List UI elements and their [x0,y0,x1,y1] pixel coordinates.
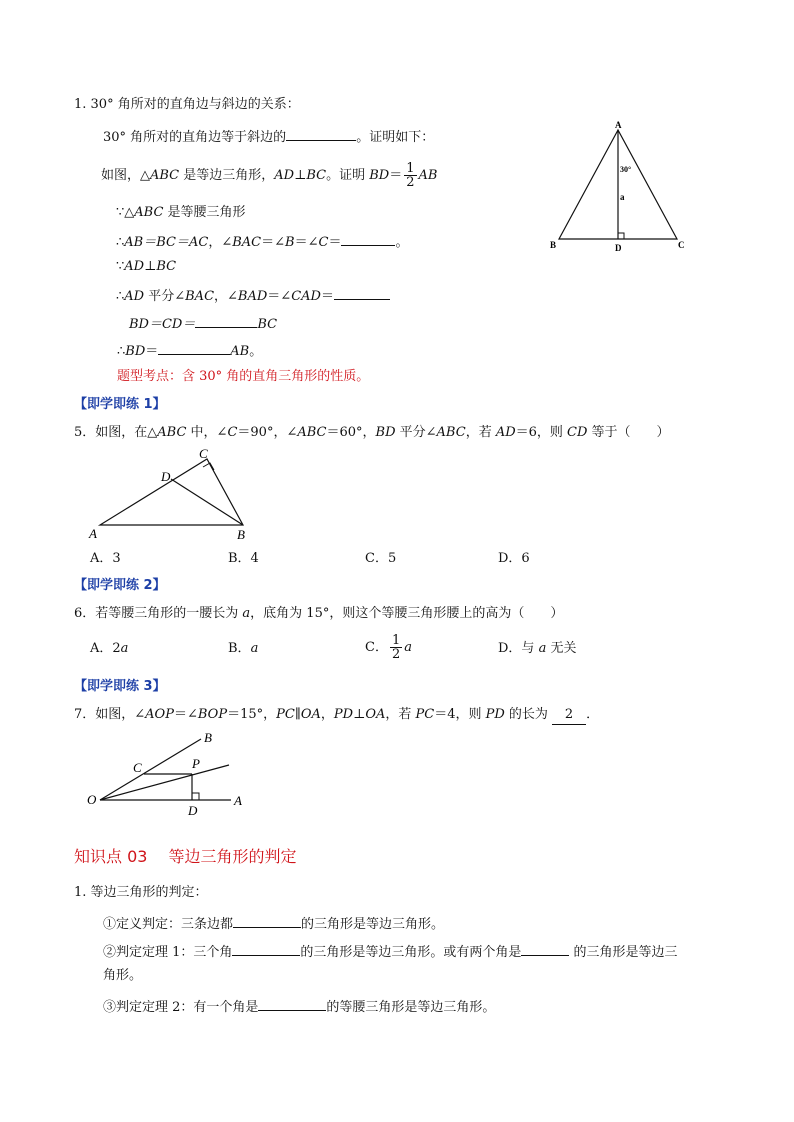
blank-one-angle[interactable] [258,996,326,1011]
practice1-tag: 【即学即练 1】 [74,397,166,412]
numerator: 1 [391,633,401,648]
text: 。证明 [326,168,370,183]
blank-half-angle[interactable] [334,285,390,300]
answer-pd: 2 [552,706,586,725]
text: 。 [395,235,409,250]
text: ∴ [117,344,126,359]
label-a: A [89,526,97,541]
text: ⊥ [353,707,366,722]
math-var: AD [495,425,516,440]
math-var: C [318,235,329,250]
practice2-question [74,605,563,623]
text: ∵△ [116,205,135,220]
math-var: BD＝CD＝ [129,317,196,332]
text: ，若 [385,707,416,722]
text: 的等腰三角形是等边三角形。 [326,1000,496,1015]
text: 。 [249,344,263,359]
section1-title: 1. 30° 角所对的直角边与斜边的关系： [74,97,300,112]
math-var: BOP [197,707,228,722]
label-a: A [234,793,242,808]
knowledge3-heading: 知识点 03 等边三角形的判定 [74,847,297,866]
blank-ratio[interactable] [286,126,356,141]
math-var: ABC [134,205,164,220]
text: ＝15°， [227,707,277,722]
math-var: ABC [436,425,466,440]
math-var: CAD [291,289,321,304]
text: ＝∠ [294,235,319,250]
practice1-option-c[interactable]: C．5 [365,551,397,566]
denominator: 2 [406,175,415,190]
right-angle-mark [192,793,199,800]
blank-bd-ratio[interactable] [195,313,257,328]
text: 7．如图，∠ [74,707,146,722]
proof-setup [101,162,437,189]
label-c: C [199,446,208,461]
rule-theorem-1 [103,941,678,962]
math-var: a [404,640,412,655]
math-var: BAC [185,289,215,304]
blank-angles[interactable] [232,941,300,956]
text: ＝∠ [267,289,292,304]
ray-op [100,765,229,800]
text: D．与 [498,641,539,656]
fraction-half [404,162,416,189]
text: ①定义判定：三条边都 [103,917,234,932]
practice3-question [74,706,599,725]
text: 是等边三角形， [179,168,275,183]
text: ＝ [145,344,159,359]
math-var: ABC [150,168,180,183]
math-var: AD [124,289,145,304]
text: ②判定定理 1：三个角 [103,945,233,960]
text: ＝60°， [326,425,376,440]
practice1-question [74,424,670,442]
text: ． [586,707,600,722]
label-c: C [678,240,685,250]
blank-two-angles[interactable] [521,941,569,956]
text: 的三角形是等边三 [569,945,678,960]
blank-angle[interactable] [341,231,395,246]
label-o: O [87,792,97,807]
label-d: D [615,243,622,253]
text: ＝ [320,289,334,304]
practice1-option-b[interactable]: B．4 [228,551,259,566]
denominator: 2 [391,647,401,662]
text: 无关 [546,641,577,656]
proof-intro-tail: 。证明如下： [356,130,435,145]
rule-theorem-1-cont: 角形。 [103,968,143,983]
proof-step-6 [117,340,262,361]
text: 的三角形是等边三角形。或有两个角是 [300,945,522,960]
triangle-abc [100,459,243,525]
proof-step-3 [116,258,176,276]
text: ∥ [294,707,301,722]
math-var: PC [276,707,295,722]
math-var: a [120,641,129,656]
practice3-tag: 【即学即练 3】 [74,679,166,694]
text: ⊥ [294,168,307,183]
practice1-figure [86,444,262,544]
text: ＝ [328,235,342,250]
text: A．2 [90,641,121,656]
label-c: C [133,760,142,775]
math-var: BC [306,168,327,183]
text: ，若 [465,425,496,440]
math-var: AB [230,344,250,359]
topic-note: 题型考点：含 30° 角的直角三角形的性质。 [117,369,370,384]
proof-intro-text: 30° 角所对的直角边等于斜边的 [103,130,287,145]
text: 等于（ ） [587,425,670,440]
label-side-a: a [620,192,625,202]
text: ＝∠ [173,707,198,722]
label-a: A [615,120,622,130]
math-var: BD [375,425,396,440]
math-var: AB＝BC＝AC [124,235,209,250]
proof-step-2 [116,231,408,252]
blank-sides[interactable] [233,913,301,928]
segment-bd [171,479,243,525]
math-var: AD [124,259,145,274]
math-var: PD [485,707,505,722]
math-var: BD [125,344,146,359]
practice2-option-c[interactable] [365,633,412,663]
proof-step-5 [129,313,277,334]
text: ∴ [116,289,125,304]
math-var: BD [369,168,390,183]
math-var: BAD [237,289,268,304]
math-var: AB [418,168,438,183]
math-var: OA [300,707,321,722]
text: ，∠ [214,289,238,304]
equilateral-triangle-figure [545,118,695,256]
text: 是等腰三角形 [163,205,246,220]
text: 如图，△ [101,168,150,183]
math-var: C [227,425,238,440]
math-var: BC [257,317,278,332]
text: ，∠ [208,235,233,250]
text: ∵ [116,259,125,274]
text: ＝∠ [261,235,286,250]
text: 平分∠ [395,425,437,440]
text: ∴ [116,235,125,250]
text: ＝ [389,168,403,183]
text: 的长为 [504,707,548,722]
math-var: a [250,641,259,656]
math-var: ABC [157,425,187,440]
math-var: BAC [232,235,262,250]
label-b: B [204,730,212,745]
math-var: a [242,606,251,621]
rule-definition [103,913,444,934]
text: ＝90°，∠ [237,425,298,440]
proof-step-4 [116,285,390,306]
practice2-option-d[interactable] [498,640,576,658]
label-30deg: 30° [620,165,632,174]
right-angle-mark [618,233,624,239]
proof-intro [103,126,434,147]
text: 的三角形是等边三角形。 [301,917,445,932]
math-var: PC [415,707,435,722]
fraction-half [390,634,402,661]
text: 5．如图，在△ [74,425,158,440]
label-d: D [188,803,198,818]
math-var: AD [274,168,295,183]
text: 平分∠ [144,289,186,304]
label-b: B [550,240,557,250]
rule-theorem-2 [103,996,495,1017]
text: ，底角为 15°，则这个等腰三角形腰上的高为（ ） [250,606,564,621]
math-var: a [538,641,547,656]
text: C． [365,640,388,655]
math-var: CD [567,425,588,440]
practice2-option-a[interactable] [90,640,128,658]
ray-ob [100,739,201,800]
practice1-option-a[interactable]: A．3 [90,551,121,566]
proof-step-1 [116,204,246,222]
text: ＝4，则 [434,707,486,722]
practice3-figure [84,726,254,818]
math-var: B [285,235,295,250]
text: 6．若等腰三角形的一腰长为 [74,606,243,621]
practice1-option-d[interactable]: D．6 [498,551,530,566]
math-var: OA [365,707,386,722]
knowledge3-title: 1. 等边三角形的判定： [74,885,208,900]
math-var: ABC [297,425,327,440]
text: ③判定定理 2：有一个角是 [103,1000,259,1015]
math-var: AOP [145,707,174,722]
label-p: P [192,756,200,771]
math-var: PD [333,707,354,722]
label-b: B [237,527,245,542]
practice2-option-b[interactable] [228,640,258,658]
text: 中，∠ [186,425,228,440]
numerator: 1 [406,161,415,176]
blank-bd-ab[interactable] [158,340,230,355]
math-var: BC [156,259,177,274]
text: ＝6，则 [515,425,568,440]
text: ， [320,707,334,722]
practice2-tag: 【即学即练 2】 [74,578,166,593]
text: B． [228,641,251,656]
text: ⊥ [144,259,157,274]
label-d: D [161,469,171,484]
